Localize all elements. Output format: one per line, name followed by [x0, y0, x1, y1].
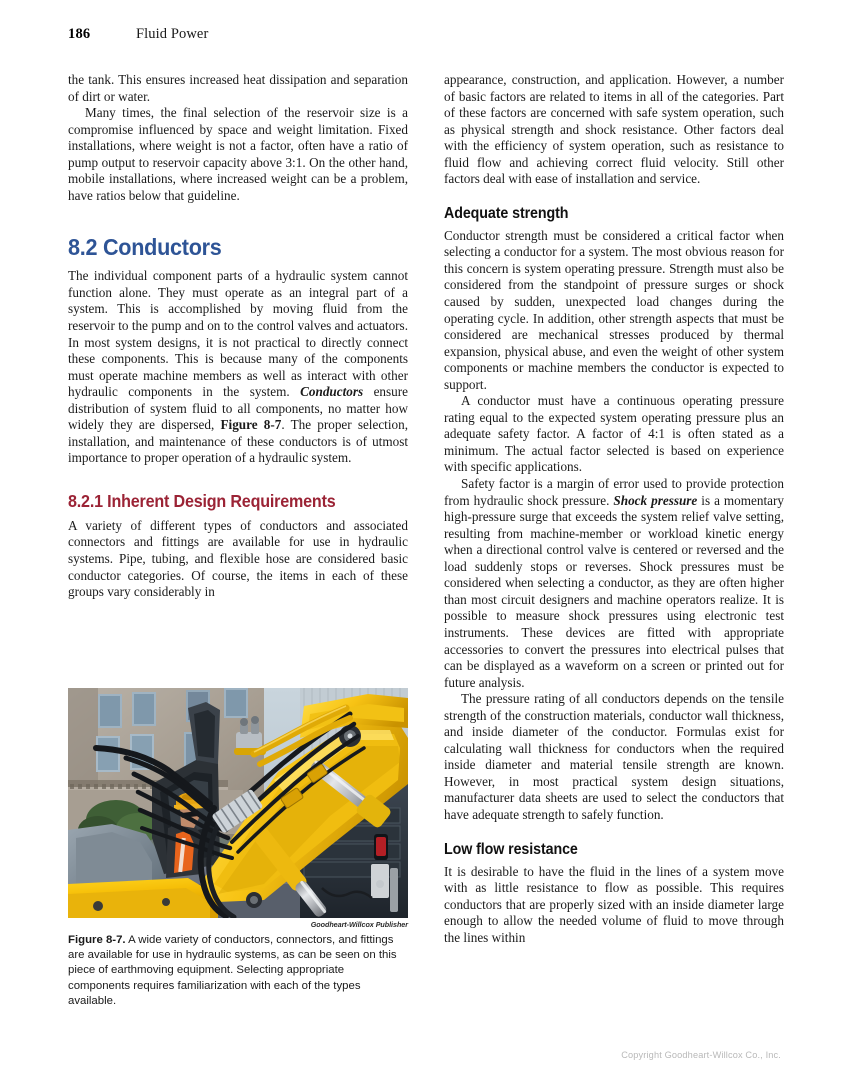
paragraph: It is desirable to have the fluid in the lines of a system move with as little resistance to flow as possible. This requires conductors that are properly sized with an inside diameter large enough to allow the needed volume of fluid to move through the lines within [444, 863, 784, 945]
paragraph-text: is a momentary high-pressure surge that exceeds the system relief valve setting, resulting from machine-member or workload kinetic energy when a directional control valve is centered or reversed and the load suddenly stops or reverses. Shock pressures must be considered when selecting a conductor, as they are often higher than most circuit designers and machine operators realize. It is possible to measure shock pressures using electronic test instruments. These devices are fitted with appropriate accessories to convert the pressures into electrical pulses that can be displayed as a waveform on a screen or printed out for future analysis. [444, 492, 784, 690]
figure-caption [68, 933, 408, 1009]
figure-8-7 [68, 688, 408, 1009]
book-title: Fluid Power [136, 26, 209, 42]
spacer [68, 204, 408, 234]
spacer [68, 467, 408, 491]
figure-caption-text: A wide variety of conductors, connectors, and fittings are available for use in hydraulic systems, as can be seen on this piece of earthmoving equipment. Selecting appropriate components requires familiarization with each of the types available. [68, 934, 397, 1007]
spacer [68, 260, 408, 268]
photo-credit: Goodheart-Willcox Publisher [310, 920, 408, 929]
paragraph-text: The individual component parts of a hydraulic system cannot function alone. They must operate as an integral part of a system. This is accomplished by moving fluid from the reservoir to the pump and on to the control valves and actuators. In most system designs, it is not practical to directly connect these components. This is because many of the components must operate machine members as well as interact with other hydraulic components in the system. [68, 268, 408, 400]
spacer [68, 511, 408, 518]
excavator-hydraulics-photo [68, 688, 408, 918]
copyright-notice: Copyright Goodheart-Willcox Co., Inc. [621, 1050, 781, 1060]
term-conductors: Conductors [300, 384, 364, 400]
left-column [68, 72, 408, 601]
paragraph: appearance, construction, and application. However, a number of basic factors are related to items in all of the categories. Part of these factors are concerned with safe system operation, such as physical strength and shock resistance. Other factors deal with the efficiency of system operation, such as resistance to fluid flow and achieving correct fluid velocity. Still other factors deal with ease of installation and service. [444, 72, 784, 187]
paragraph: the tank. This ensures increased heat dissipation and separation of dirt or water. [68, 72, 408, 104]
paragraph [444, 476, 784, 691]
right-column [444, 72, 784, 946]
paragraph [68, 268, 408, 467]
running-head [68, 26, 768, 48]
figure-caption-label: Figure 8-7. [68, 934, 126, 946]
paragraph: A variety of different types of conductors and associated connectors and fittings are available for use in hydraulic systems. Pipe, tubing, and flexible hose are considered basic conductor categories. Of course, the items in each of these groups vary considerably in [68, 517, 408, 600]
paragraph: Many times, the final selection of the reservoir size is a compromise influenced by space and weight limitation. Fixed installations, where weight is not a factor, often have a ratio of pump output to reservoir capacity above 3:1. On the other hand, mobile installations, where increased weight can be a problem, have ratios below that guideline. [68, 105, 408, 203]
paragraph-text: Safety factor is a margin of error used to provide protection from hydraulic shock pressure. [444, 476, 784, 508]
spacer [444, 824, 784, 841]
section-heading-8-2: 8.2 Conductors [68, 234, 222, 261]
page-number: 186 [68, 26, 91, 42]
paragraph-text: . The proper selection, installation, and maintenance of these conductors is of utmost importance to proper operation of a hydraulic system. [68, 417, 408, 466]
paragraph: The pressure rating of all conductors depends on the tensile strength of the construction materials, conductor wall thickness, and inside diameter of the conductor. Formulas exist for calculating wall thickness for conductors when the required inside diameter and material tensile strength are known. However, in most practical system design situations, manufacturer data sheets are used to select the conductors that have adequate strength to safely function. [444, 691, 784, 822]
spacer [444, 188, 784, 205]
heading-adequate-strength: Adequate strength [444, 204, 569, 222]
heading-low-flow-resistance: Low flow resistance [444, 840, 578, 858]
section-heading-8-2-1: 8.2.1 Inherent Design Requirements [68, 490, 336, 511]
term-shock-pressure: Shock pressure [613, 492, 698, 508]
paragraph-text: ensure distribution of system fluid to all components, no matter how widely they are dispersed, [68, 384, 408, 433]
figure-reference: Figure 8-7 [220, 417, 282, 433]
paragraph: Conductor strength must be considered a critical factor when selecting a conductor for a system. The most obvious reason for this concern is system operating pressure. Strength must also be considered from the standpoint of pressure surges or shock caused by sudden, unexpected load changes during the operating cycle. In addition, other strength aspects that must be considered are mechanical stresses produced by thermal expansion, physical abuse, and even the weight of other system components or machine members the conductor is expected to support. [444, 227, 784, 392]
paragraph: A conductor must have a continuous operating pressure rating equal to the expected system operating pressure plus an adequate safety factor. A factor of 4:1 is often stated as a minimum. The actual factor selected is based on experience with specific applications. [444, 393, 784, 475]
